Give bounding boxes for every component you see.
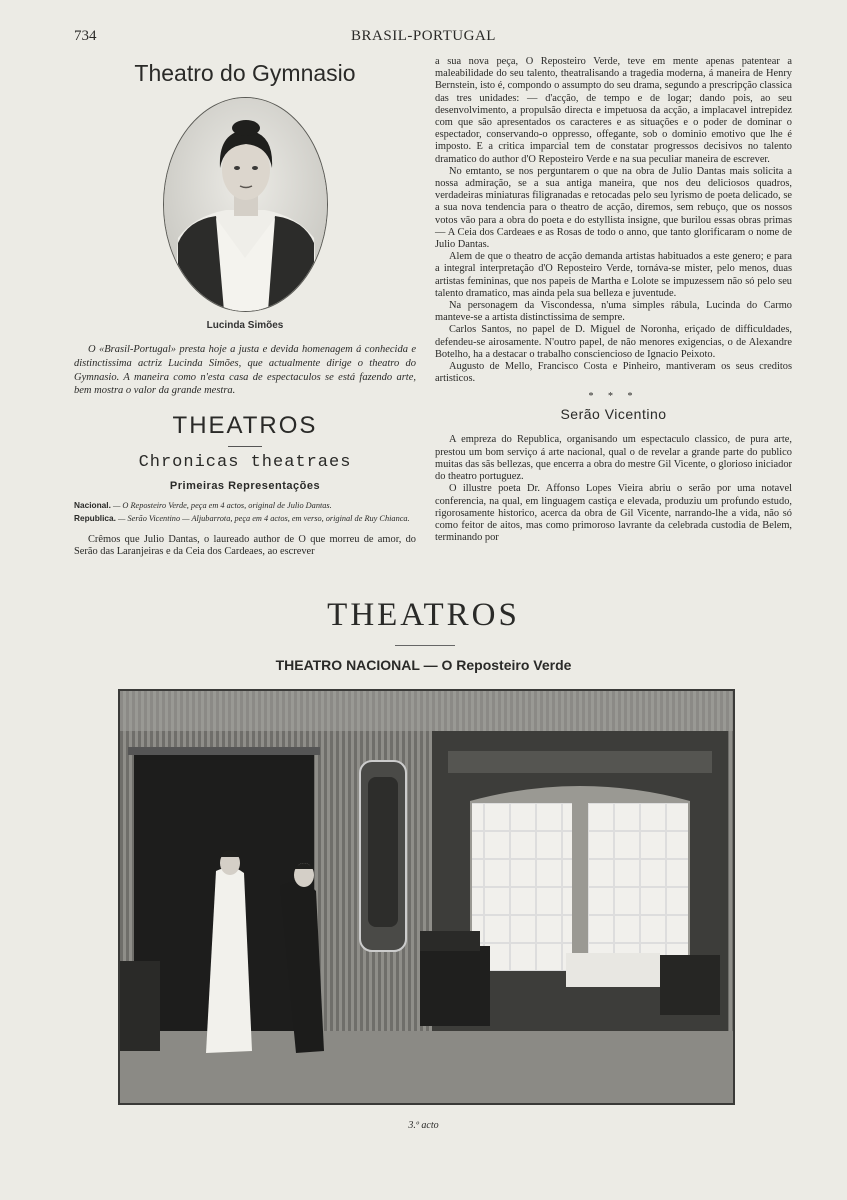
body-paragraph: a sua nova peça, O Reposteiro Verde, teve em mente apenas patentear a maleabilidade do seu talento, theatralisando a tragedia moderna, á maneira de Henry Bernstein, isto é, compondo o assumpto do seu drama, segundo a prescripção classica das tres unidades: — d'acção, de tempo e de logar; dando pois, ao seu desenvolvimento, a propulsão directa e impetuosa da acção, a implacavel intrepidez com que são apresentados os caracteres e as situações e o poder de dominar o espectador, conservando-o oppresso, offegante, sob o dominio emotivo que lhe é imposto. E a critica imparcial tem de constatar progressos decisivos no talento dramatico do author d'O Reposteiro Verde e na sua peculiar maneira de escrever. — [435, 56, 792, 165]
feature-divider — [395, 645, 455, 646]
subsection-title: Primeiras Representações — [169, 480, 321, 493]
portrait-illustration — [164, 98, 327, 311]
body-paragraph: O illustre poeta Dr. Affonso Lopes Vieira abriu o serão por uma notavel conferencia, na qual, em linguagem castiça e elevada, produziu um profundo estudo, rigorosamente historico, acerca da obra de Gil Vicente, narrando-lhe a vida, não só como feitor de aitos, mas como primoroso lavrante da celebrada custodia de Belem, terminando por — [435, 483, 792, 544]
serao-title: Serão Vicentino — [560, 406, 667, 423]
body-paragraph: Alem de que o theatro de acção demanda artistas habituados a este genero; e para a integral interpretação d'O Reposteiro Verde, tornáva-se mister, pelo menos, duas artistas femininas, que nos papeis de Martha e Lolote se impuzessem não só pelo seu talento dramatico, mas ainda pela sua belleza e juventude. — [435, 251, 792, 299]
body-paragraph: Augusto de Mello, Francisco Costa e Pinheiro, mantiveram os seus creditos artisticos. — [435, 361, 792, 385]
page-number: 734 — [74, 28, 97, 44]
body-paragraph: Na personagem da Viscondessa, n'uma simples rábula, Lucinda do Carmo manteve-se a artista distinctissima de sempre. — [435, 300, 792, 324]
right-column — [435, 56, 792, 544]
photo-caption: 3.º acto — [408, 1120, 439, 1131]
section-title: THEATROS — [172, 412, 318, 440]
running-title: BRASIL-PORTUGAL — [351, 28, 496, 44]
listing-venue: Republica. — [74, 513, 116, 524]
section-ornament: * * * — [588, 391, 639, 403]
chronicle-title: Chronicas theatraes — [138, 453, 352, 473]
feature-subtitle: THEATRO NACIONAL — O Reposteiro Verde — [275, 657, 572, 673]
stage-photo — [118, 689, 735, 1105]
listing-item — [74, 500, 416, 511]
section-divider — [228, 446, 262, 447]
body-paragraph: No emtanto, se nos perguntarem o que na obra de Julio Dantas mais solicita a nossa admiração, se a sua antiga maneira, que nos deu deliciosos quadros, verdadeiras miniaturas filigranadas e retocadas pelo seu lyrismo de poeta delicado, se a sua nova tendencia para o theatro de acção, diremos, sem rebuço, que os nossos votos vão para a obra do poeta e do estyllista insigne, que burilou essas obras primas — A Ceia dos Cardeaes e as Rosas de todo o anno, que tanto glorificaram o nome de Julio Dantas. — [435, 165, 792, 251]
listing-text: — Serão Vicentino — Aljubarrota, peça em 4 actos, em verso, original de Ruy Chianca. — [115, 514, 410, 524]
body-paragraph: Carlos Santos, no papel de D. Miguel de Noronha, eriçado de difficuldades, defendeu-se airosamente. N'outro papel, de não menores exigencias, o de Alexandre Botelho, ha a destacar o trabalho consciencioso de Ignacio Peixoto. — [435, 324, 792, 360]
portrait-photo — [163, 97, 328, 312]
listing-venue: Nacional. — [74, 500, 111, 511]
listing-item — [74, 513, 416, 524]
feature-title: THEATROS — [327, 597, 520, 633]
body-paragraph: A empreza do Republica, organisando um espectaculo classico, de pura arte, prestou um bom serviço á arte nacional, qual o de revelar a grande parte do publico muitas das sãs bellezas, que encerra a obra do mestre Gil Vicente, o glorioso iniciador do theatro portuguez. — [435, 434, 792, 483]
stage-illustration — [120, 691, 733, 1103]
listing-text: — O Reposteiro Verde, peça em 4 actos, original de Julio Dantas. — [110, 501, 332, 511]
article-title: Theatro do Gymnasio — [134, 60, 356, 86]
left-column — [74, 56, 416, 559]
body-paragraph: Crêmos que Julio Dantas, o laureado author de O que morreu de amor, do Serão das Laranjeiras e da Ceia dos Cardeaes, ao escrever — [74, 534, 416, 558]
intro-paragraph: O «Brasil-Portugal» presta hoje a justa e devida homenagem á conhecida e distinctissima actriz Lucinda Simões, que actualmente dirige o theatro do Gymnasio. A maneira como n'esta casa de espectaculos se está fazendo arte, bem mostra o valor da grande mestra. — [74, 344, 416, 397]
portrait-caption: Lucinda Simões — [206, 320, 284, 331]
